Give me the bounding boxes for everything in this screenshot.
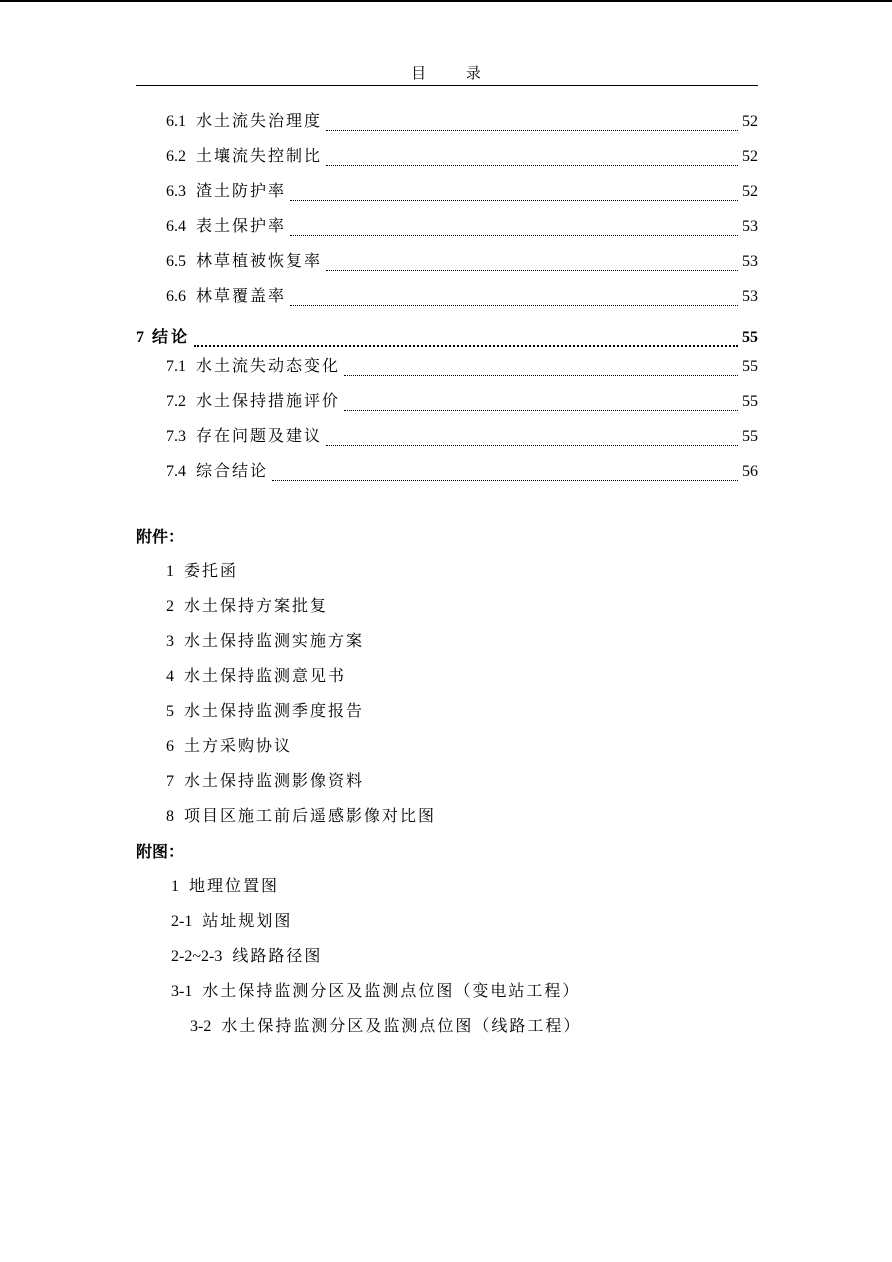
attachment-text: 土方采购协议 [184,738,293,755]
toc-leader-dots [344,361,738,376]
attachment-number: 6 [166,738,174,755]
toc-entry-label: 水土流失治理度 [196,113,323,130]
page-header-title: 目 录 [411,66,499,82]
attachments-heading: 附件： [136,527,185,546]
toc-leader-dots [290,221,738,236]
toc-entry-page: 52 [742,183,758,200]
toc-entry-number: 6.1 [166,113,186,130]
attachment-text: 水土保持监测影像资料 [184,773,365,790]
toc-entry-page: 55 [742,393,758,410]
toc-entry-number: 6.2 [166,148,186,165]
attachment-item [166,666,346,688]
toc-leader-dots [326,256,738,271]
figure-item [171,876,279,898]
figure-text: 线路路径图 [232,948,323,965]
figure-text: 水土保持监测分区及监测点位图（变电站工程） [202,983,581,1000]
toc-entry-page: 52 [742,148,758,165]
toc-entry-label: 渣土防护率 [196,183,287,200]
attachment-item [166,561,238,583]
toc-entry[interactable] [166,251,758,273]
figure-number: 3-1 [171,983,193,1000]
toc-entry-label: 表土保护率 [196,218,287,235]
attachment-text: 项目区施工前后遥感影像对比图 [184,808,437,825]
figures-heading: 附图： [136,842,185,861]
toc-entry-page: 55 [742,428,758,445]
attachment-text: 水土保持监测意见书 [184,668,347,685]
attachment-number: 8 [166,808,174,825]
figure-number: 2-1 [171,913,193,930]
attachment-number: 3 [166,633,174,650]
toc-entry-number: 7 [136,329,144,346]
toc-entry[interactable] [166,286,758,308]
attachment-item [166,736,292,758]
toc-entry-number: 6.3 [166,183,186,200]
toc-entry-page: 53 [742,288,758,305]
attachment-item [166,596,328,618]
attachment-text: 水土保持方案批复 [184,598,329,615]
toc-entry-number: 6.4 [166,218,186,235]
attachment-number: 7 [166,773,174,790]
toc-entry-page: 55 [742,329,758,346]
toc-leader-dots [326,431,738,446]
attachment-text: 委托函 [184,563,239,580]
figure-text: 站址规划图 [202,913,293,930]
figure-number: 3-2 [190,1018,212,1035]
toc-chapter-entry[interactable] [136,327,758,349]
attachment-item [166,631,364,653]
attachment-number: 4 [166,668,174,685]
figure-item [171,946,322,968]
toc-entry[interactable] [166,426,758,448]
toc-leader-dots [272,466,738,481]
toc-entry[interactable] [166,356,758,378]
toc-entry-label: 综合结论 [196,463,269,480]
toc-entry[interactable] [166,111,758,133]
toc-entry-page: 53 [742,218,758,235]
toc-entry-number: 6.5 [166,253,186,270]
header-divider [136,85,758,86]
toc-entry-page: 53 [742,253,758,270]
toc-entry-label: 存在问题及建议 [196,428,323,445]
figure-number: 2-2~2-3 [171,948,223,965]
toc-entry-label: 结论 [152,329,191,346]
toc-entry-label: 水土保持措施评价 [196,393,341,410]
toc-entry[interactable] [166,391,758,413]
attachment-item [166,771,364,793]
attachment-text: 水土保持监测季度报告 [184,703,365,720]
attachment-text: 水土保持监测实施方案 [184,633,365,650]
toc-entry-page: 56 [742,463,758,480]
toc-leader-dots [344,396,738,411]
toc-leader-dots [326,116,738,131]
toc-leader-dots [326,151,738,166]
figure-number: 1 [171,878,179,895]
toc-entry[interactable] [166,216,758,238]
attachment-item [166,701,364,723]
toc-entry-label: 水土流失动态变化 [196,358,341,375]
attachment-number: 1 [166,563,174,580]
toc-entry[interactable] [166,181,758,203]
toc-leader-dots [290,186,738,201]
toc-entry-page: 52 [742,113,758,130]
toc-entry-label: 林草植被恢复率 [196,253,323,270]
attachment-item [166,806,436,828]
toc-entry-label: 土壤流失控制比 [196,148,323,165]
figure-text: 水土保持监测分区及监测点位图（线路工程） [221,1018,582,1035]
toc-entry-page: 55 [742,358,758,375]
toc-entry-number: 7.2 [166,393,186,410]
attachment-number: 5 [166,703,174,720]
attachment-number: 2 [166,598,174,615]
toc-entry[interactable] [166,146,758,168]
figure-item [171,981,580,1003]
toc-entry-number: 7.4 [166,463,186,480]
toc-entry[interactable] [166,461,758,483]
toc-entry-number: 7.1 [166,358,186,375]
toc-leader-dots [290,291,738,306]
toc-entry-number: 6.6 [166,288,186,305]
toc-entry-number: 7.3 [166,428,186,445]
figure-item [190,1016,581,1038]
figure-text: 地理位置图 [189,878,280,895]
figure-item [171,911,292,933]
toc-entry-label: 林草覆盖率 [196,288,287,305]
toc-leader-dots [194,331,738,347]
